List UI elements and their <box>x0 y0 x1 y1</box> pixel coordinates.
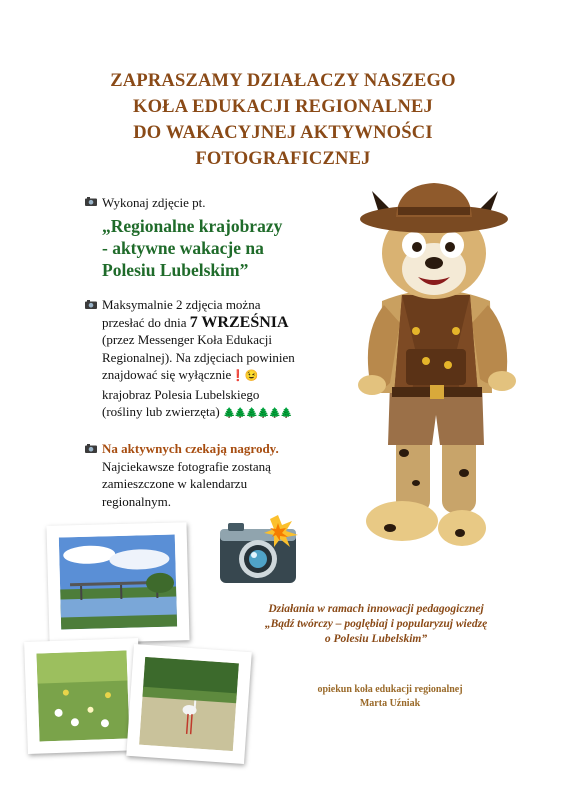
photo-bridge-landscape <box>46 522 189 644</box>
theme-line-3: Polesiu Lubelskim” <box>102 259 249 280</box>
innovation-line-2: „Bądź twórczy – poglębiaj i popularyzuj wiedzę <box>264 618 488 630</box>
innovation-line-3: o Polesiu Lubelskim” <box>324 633 428 645</box>
title-line-3: DO WAKACYJNEJ AKTYWNOŚCI <box>133 123 433 143</box>
rules-line-5 <box>102 366 342 386</box>
prizes-line-2: Najciekawsze fotografie zostaną <box>102 458 271 474</box>
rules-line-7-text: (rośliny lub zwierzęta) <box>102 404 220 419</box>
page-title <box>40 68 526 172</box>
photo-theme-title <box>85 215 305 281</box>
title-line-1: ZAPRASZAMY DZIAŁACZY NASZEGO <box>110 71 456 91</box>
exclamation-wink-emoji: ❗😉 <box>231 370 259 382</box>
bullet-prizes <box>102 440 342 510</box>
theme-line-1: „Regionalne krajobrazy <box>102 215 283 236</box>
camera-bullet-icon <box>85 444 97 453</box>
bridge-landscape-image <box>59 534 177 629</box>
deadline-date: 7 WRZEŚNIA <box>189 313 289 331</box>
rules-line-6: krajobraz Polesia Lubelskiego <box>102 386 260 402</box>
rules-line-7 <box>102 403 342 423</box>
title-line-2: KOŁA EDUKACJI REGIONALNEJ <box>132 97 433 117</box>
bullet-photo-theme <box>85 194 305 281</box>
camera-icon <box>218 513 302 585</box>
bullet1-intro: Wykonaj zdjęcie pt. <box>102 195 206 210</box>
rules-line-2-text: przesłać do dnia <box>102 314 187 330</box>
prizes-line-3: zamieszczone w kalendarzu <box>102 476 248 491</box>
prizes-line-4: regionalnym. <box>102 493 171 509</box>
photo-wildflowers <box>24 638 142 754</box>
wildflowers-image <box>36 650 129 741</box>
innovation-note <box>210 602 542 647</box>
signature-role: opiekun koła edukacji regionalnej <box>317 684 463 695</box>
rules-line-1: Maksymalnie 2 zdjęcia można <box>102 297 261 312</box>
camera-bullet-icon <box>85 300 97 309</box>
theme-line-2: - aktywne wakacje na <box>102 237 264 258</box>
rules-line-3: (przez Messenger Koła Edukacji <box>102 332 273 347</box>
rules-line-2 <box>102 314 342 332</box>
tree-emoji-row: 🌲🌲🌲🌲🌲🌲 <box>222 408 292 419</box>
prizes-highlight: Na aktywnych czekają nagrody. <box>102 441 279 456</box>
lynx-mascot-image <box>342 183 530 563</box>
signature <box>290 683 490 711</box>
title-line-4: FOTOGRAFICZNEJ <box>195 149 371 169</box>
photo-stork-meadow <box>126 644 252 764</box>
bullet-submission-rules <box>102 296 342 423</box>
stork-meadow-image <box>139 657 239 751</box>
signature-name: Marta Uźniak <box>359 698 421 709</box>
rules-line-4: Regionalnej). Na zdjęciach powinien <box>102 349 295 365</box>
rules-line-5-text: znajdować się wyłącznie <box>102 367 232 382</box>
innovation-line-1: Działania w ramach innowacji pedagogicznej <box>268 603 484 615</box>
